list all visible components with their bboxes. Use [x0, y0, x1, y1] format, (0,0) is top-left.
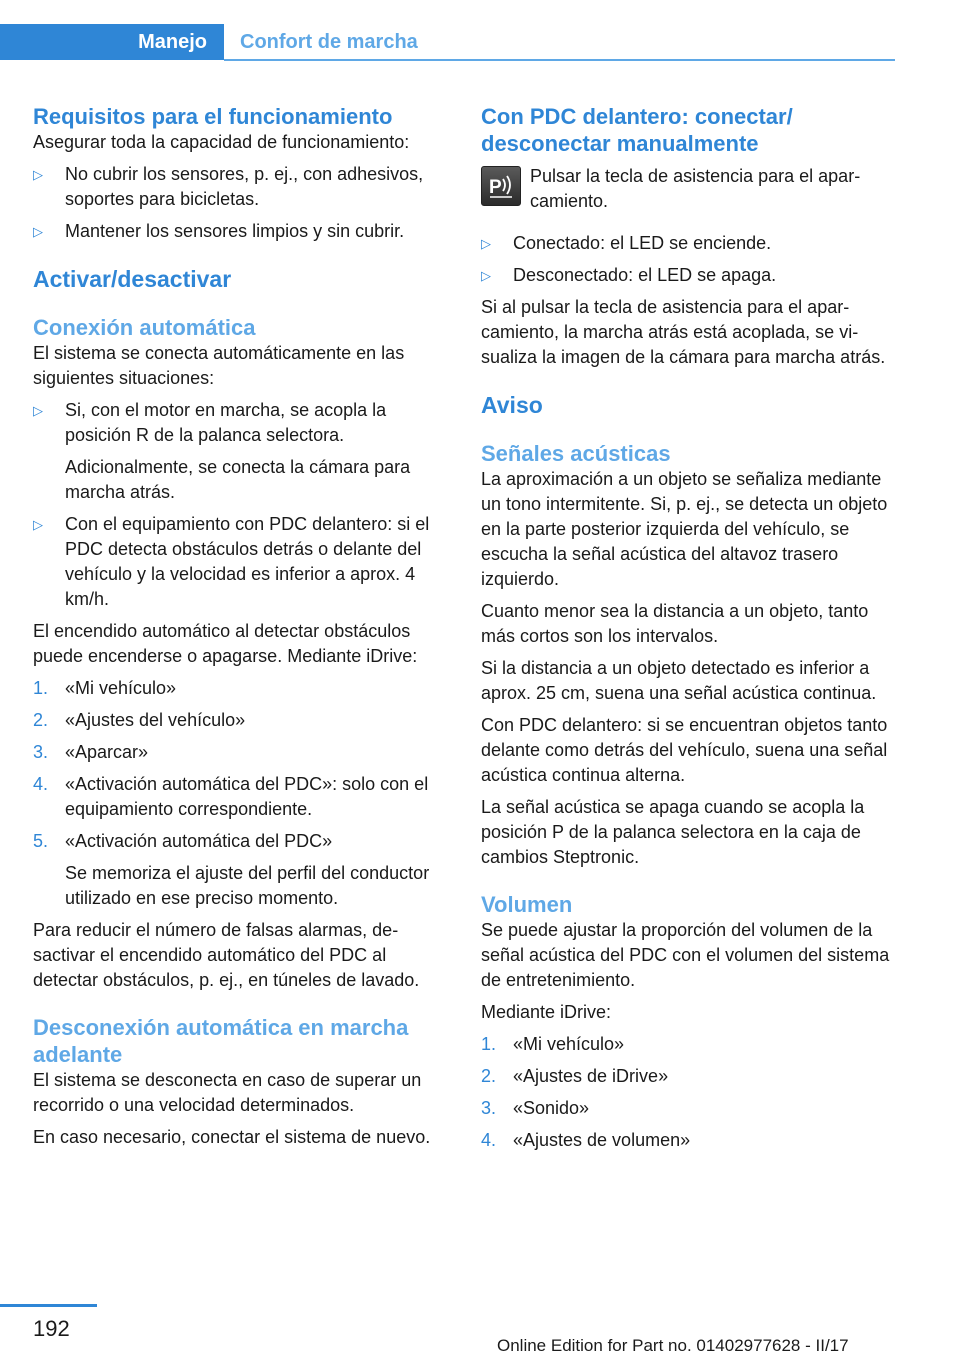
- senales-paragraph: Si la distancia a un objeto detectado es inferior a aprox. 25 cm, suena una señal acústica continua.: [481, 658, 877, 703]
- page-header: [0, 24, 895, 62]
- right-column: [481, 103, 895, 1153]
- volumen-heading: Volumen: [481, 892, 573, 917]
- list-item: 3. «Sonido»: [481, 1098, 590, 1118]
- list-item: 3. «Aparcar»: [33, 742, 149, 762]
- footer-rule: [0, 1304, 97, 1307]
- conexion-intro: El sistema se conecta automáticamente en las siguientes situaciones:: [33, 343, 405, 388]
- header-rule: [224, 59, 895, 61]
- tab-manejo-label: Manejo: [138, 31, 207, 53]
- desconexion-paragraph-2: En caso necesario, conectar el sistema de nuevo.: [33, 1127, 431, 1147]
- pdc-button-text: Pulsar la tecla de asistencia para el aparcamiento.: [530, 166, 861, 211]
- list-item: 4. «Ajustes de volumen»: [481, 1130, 691, 1150]
- idrive-steps: [33, 676, 449, 911]
- volumen-paragraph-2: Mediante iDrive:: [481, 1002, 612, 1022]
- list-item: 1. «Mi vehículo»: [33, 678, 177, 698]
- manual-heading: Con PDC delantero: conectar/ desconectar manualmente: [481, 104, 793, 156]
- list-item: ▷ Conectado: el LED se enciende.: [481, 231, 895, 256]
- tab-manejo[interactable]: [0, 24, 224, 60]
- list-item: 2. «Ajustes del vehículo»: [33, 710, 246, 730]
- manual-paragraph: Si al pulsar la tecla de asistencia para el aparcamiento, la marcha atrás está acoplada, se visualiza la imagen de la cámara para marcha atrás.: [481, 297, 886, 367]
- aviso-heading: Aviso: [481, 392, 543, 418]
- conexion-automatica-heading: Conexión automática: [33, 315, 256, 340]
- conexion-paragraph: El encendido automático al detectar obstáculos puede encenderse o apagarse. Mediante iDrive:: [33, 621, 418, 666]
- list-item: 4. «Activación automática del PDC»: solo con el equipamiento correspondiente.: [33, 774, 429, 819]
- list-item: ▷ Desconectado: el LED se apaga.: [481, 263, 895, 288]
- triangle-right-icon: ▷: [481, 268, 491, 283]
- senales-heading: Señales acústicas: [481, 441, 671, 466]
- triangle-right-icon: ▷: [33, 403, 43, 418]
- desconexion-heading: Desconexión automática en marcha adelante: [33, 1015, 409, 1067]
- svg-text:P: P: [489, 177, 502, 198]
- triangle-right-icon: ▷: [33, 167, 43, 182]
- senales-paragraph: La aproximación a un objeto se señaliza mediante un tono intermitente. Si, p. ej., se detecta un objeto en la parte posterior izquierda del vehículo, se escucha la señal acústica del altavoz trasero izquierdo.: [481, 469, 888, 589]
- list-item: 5. «Activación automática del PDC» Se memoriza el ajuste del perfil del conductor utilizado en ese preciso momento.: [33, 831, 430, 908]
- requisitos-list: [33, 162, 449, 244]
- senales-paragraph: Con PDC delantero: si se encuentran objetos tanto delante como detrás del vehículo, suena una señal acústica continua alterna.: [481, 715, 888, 785]
- list-item: ▷ No cubrir los sensores, p. ej., con adhesivos, soportes para bicicletas.: [33, 164, 424, 209]
- list-item: 2. «Ajustes de iDrive»: [481, 1066, 669, 1086]
- desconexion-paragraph-1: El sistema se desconecta en caso de superar un recorrido o una velocidad determinados.: [33, 1070, 422, 1115]
- left-column: [33, 103, 449, 1150]
- conexion-list: [33, 398, 449, 612]
- park-assist-button-icon: [481, 166, 521, 206]
- volumen-steps: [481, 1032, 895, 1153]
- page-number: 192: [33, 1316, 70, 1341]
- requisitos-intro: Asegurar toda la capacidad de funcionamiento:: [33, 132, 410, 152]
- triangle-right-icon: ▷: [33, 517, 43, 532]
- list-item: ▷ Mantener los sensores limpios y sin cubrir.: [33, 219, 449, 244]
- triangle-right-icon: ▷: [33, 224, 43, 239]
- triangle-right-icon: ▷: [481, 236, 491, 251]
- volumen-paragraph-1: Se puede ajustar la proporción del volumen de la señal acústica del PDC con el volumen del sistema de entretenimiento.: [481, 920, 890, 990]
- tab-confort-de-marcha[interactable]: Confort de marcha: [240, 31, 418, 53]
- activar-heading: Activar/desactivar: [33, 266, 232, 292]
- falsas-alarmas-paragraph: Para reducir el número de falsas alarmas, desactivar el encendido automático del PDC al detectar obstáculos, p. ej., en túneles de lavado.: [33, 920, 420, 990]
- manual-list: [481, 231, 895, 288]
- list-item: ▷ Si, con el motor en marcha, se acopla la posición R de la palanca selectora. Adicionalmente, se conecta la cámara para marcha atrás.: [33, 400, 411, 502]
- pdc-button-row: [481, 164, 895, 214]
- list-item: ▷ Con el equipamiento con PDC delantero: si el PDC detecta obstáculos detrás o delante del vehículo y la velocidad es inferior a aprox. 4 km/h.: [33, 514, 430, 609]
- edition-note: Online Edition for Part no. 01402977628 - II/17: [497, 1336, 849, 1355]
- senales-paragraph: La señal acústica se apaga cuando se acopla la posición P de la palanca selectora en la caja de cambios Steptronic.: [481, 797, 865, 867]
- requisitos-heading: Requisitos para el funcionamiento: [33, 104, 393, 129]
- list-item: 1. «Mi vehículo»: [481, 1034, 625, 1054]
- senales-paragraph: Cuanto menor sea la distancia a un objeto, tanto más cortos son los intervalos.: [481, 601, 869, 646]
